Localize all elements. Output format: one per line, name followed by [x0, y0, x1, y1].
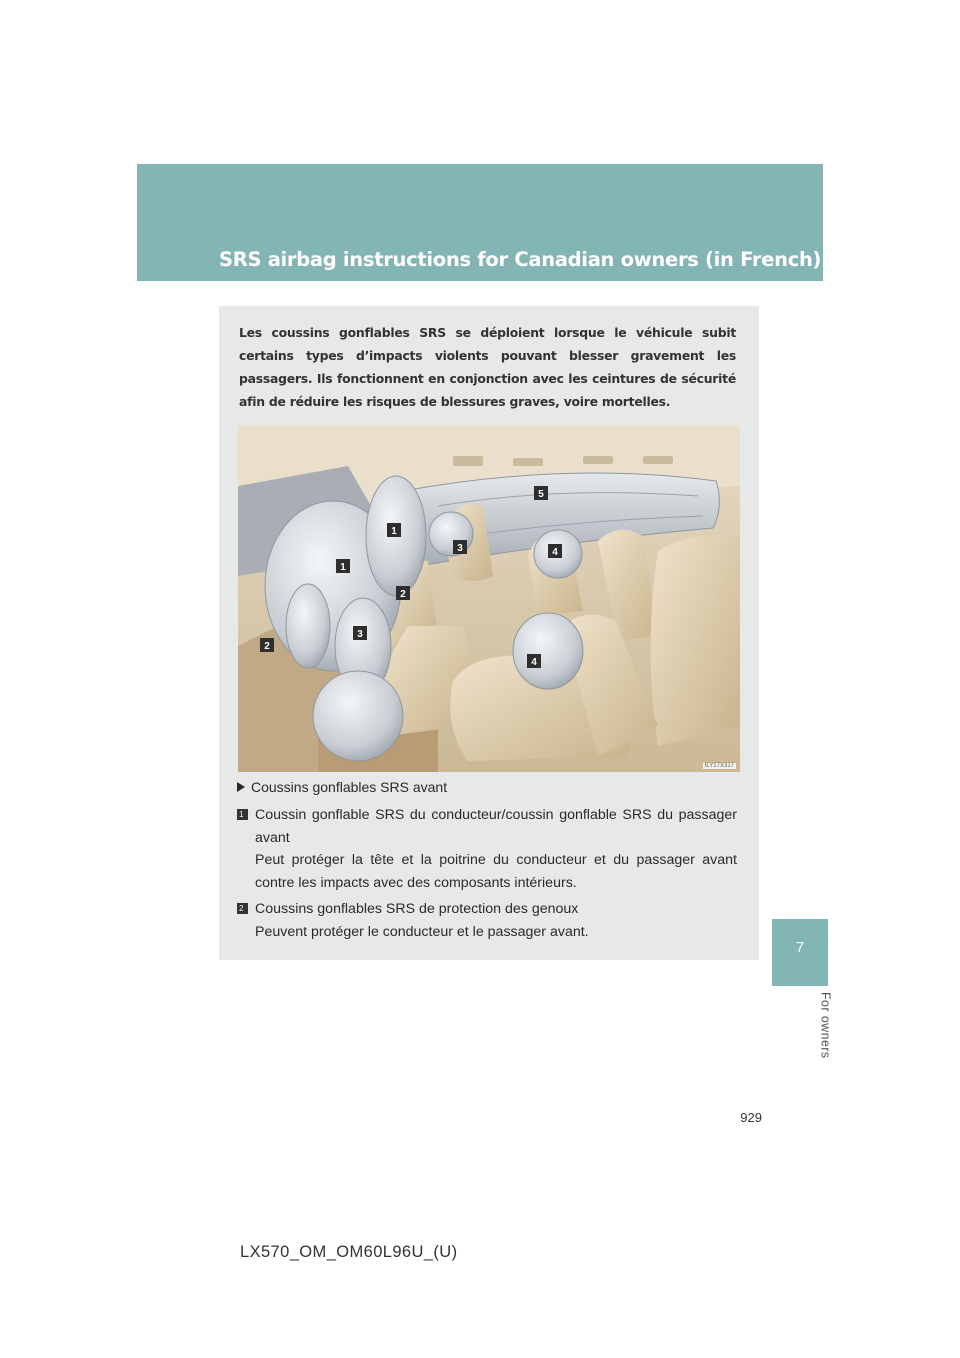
callout-label: 2 — [400, 589, 406, 600]
callout-label: 3 — [457, 543, 463, 554]
item-text — [255, 804, 737, 894]
number-2-icon — [237, 903, 248, 914]
chapter-label-text: For owners — [818, 992, 833, 1059]
arrow-right-icon — [237, 782, 245, 792]
callout-label: 4 — [552, 547, 558, 558]
callout-label: 1 — [340, 562, 346, 573]
callout-label: 5 — [538, 489, 544, 500]
callout-label: 3 — [357, 629, 363, 640]
page-number: 929 — [740, 1110, 762, 1125]
item-title: Coussin gonflable SRS du conducteur/coussin gonflable SRS du passager avant — [255, 807, 737, 846]
airbag-illustration-drawing — [238, 426, 740, 772]
section-heading — [237, 779, 447, 795]
list-item — [237, 804, 737, 894]
callout-label: 1 — [391, 526, 397, 537]
item-description: Peut protéger la tête et la poitrine du conducteur et du passager avant contre les impacts avec des composants intérieurs. — [255, 852, 737, 891]
section-header — [137, 164, 823, 281]
callout-label: 4 — [531, 657, 537, 668]
intro-paragraph: Les coussins gonflables SRS se déploient lorsque le véhicule subit certains types d’impacts violents pouvant blesser gravement les passagers. Ils fonctionnent en conjonction avec les ceintures de sécurité afin de réduire les risques de blessures graves, voire mortelles. — [239, 325, 736, 409]
callout-label: 2 — [264, 641, 270, 652]
item-description: Peuvent protéger le conducteur et le passager avant. — [255, 923, 589, 940]
item-number: 1 — [239, 810, 244, 819]
item-title: Coussins gonflables SRS de protection des genoux — [255, 901, 579, 917]
chapter-label — [792, 992, 833, 1068]
page-title: SRS airbag instructions for Canadian owners (in French) — [219, 248, 822, 271]
item-text — [255, 898, 737, 943]
content-panel — [219, 306, 759, 960]
item-number: 2 — [239, 904, 244, 913]
list-item — [237, 898, 737, 943]
figure-code: ILY17X317 — [704, 763, 734, 769]
section-heading-text: Coussins gonflables SRS avant — [251, 779, 448, 795]
number-1-icon — [237, 809, 248, 820]
footer-code: LX570_OM_OM60L96U_(U) — [240, 1243, 458, 1261]
chapter-number: 7 — [795, 939, 805, 956]
chapter-tab[interactable] — [772, 919, 828, 986]
airbag-illustration — [238, 426, 740, 772]
